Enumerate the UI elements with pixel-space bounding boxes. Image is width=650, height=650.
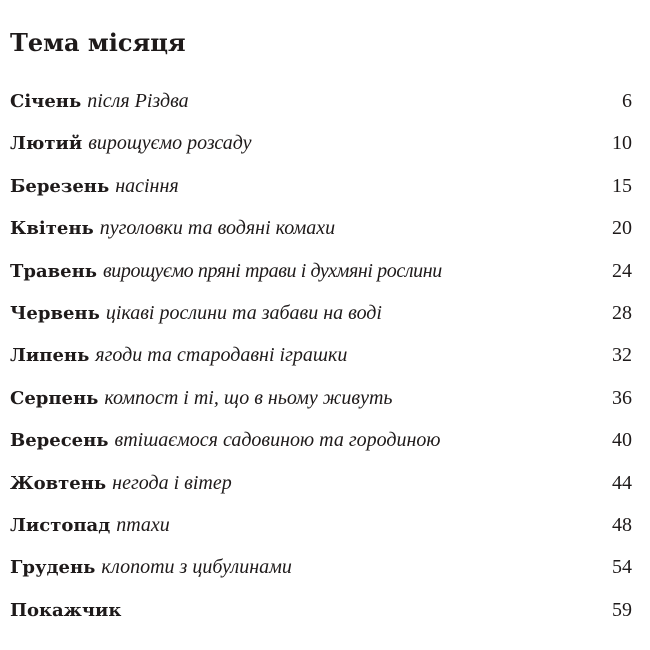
toc-entry-january[interactable] xyxy=(10,86,632,128)
toc-month: Вересень xyxy=(10,430,109,452)
toc-topic: вирощуємо пряні трави і духмяні рослини xyxy=(103,259,442,282)
toc-month: Березень xyxy=(10,175,110,197)
dot-leader xyxy=(450,259,608,277)
toc-month: Квітень xyxy=(10,218,94,240)
toc-month: Серпень xyxy=(10,387,99,409)
toc-page-number: 28 xyxy=(612,301,632,324)
toc-entry-april[interactable] xyxy=(10,213,632,255)
toc-page-number: 48 xyxy=(612,513,632,536)
toc-page-number: 54 xyxy=(612,556,632,579)
toc-page-number: 32 xyxy=(612,344,632,367)
toc-month: Покажчик xyxy=(10,599,122,621)
toc-entry-august[interactable] xyxy=(10,383,632,425)
dot-leader xyxy=(178,513,608,531)
toc-month: Травень xyxy=(10,260,97,282)
dot-leader xyxy=(300,555,608,573)
toc-page-number: 36 xyxy=(612,386,632,409)
toc-page-number: 40 xyxy=(612,429,632,452)
toc-topic: насіння xyxy=(115,174,179,197)
dot-leader xyxy=(240,471,608,489)
toc-entry-june[interactable] xyxy=(10,298,632,340)
page-title: Тема місяця xyxy=(10,28,186,57)
toc-entry-march[interactable] xyxy=(10,171,632,213)
toc-topic: негода і вітер xyxy=(112,471,232,494)
toc-page-number: 44 xyxy=(612,471,632,494)
toc-topic: компост і ті, що в ньому живуть xyxy=(104,386,393,409)
toc-page-number: 15 xyxy=(612,174,632,197)
toc-entry-october[interactable] xyxy=(10,468,632,510)
toc-topic: клопоти з цибулинами xyxy=(101,556,292,579)
toc-month: Грудень xyxy=(10,557,96,579)
table-of-contents xyxy=(10,86,632,637)
toc-topic: втішаємося садовиною та городиною xyxy=(114,429,441,452)
dot-leader xyxy=(343,216,608,234)
toc-topic: після Різдва xyxy=(87,90,189,112)
toc-entry-index[interactable] xyxy=(10,595,632,637)
toc-entry-september[interactable] xyxy=(10,425,632,467)
toc-month: Жовтень xyxy=(10,472,107,494)
toc-entry-december[interactable] xyxy=(10,552,632,594)
dot-leader xyxy=(355,343,608,361)
toc-page-number: 59 xyxy=(612,598,632,621)
dot-leader xyxy=(401,386,609,404)
toc-month: Січень xyxy=(10,91,82,112)
dot-leader xyxy=(390,301,608,319)
toc-page-number: 24 xyxy=(612,259,632,282)
toc-month: Лютий xyxy=(10,133,83,155)
dot-leader xyxy=(449,428,608,446)
toc-page-number: 6 xyxy=(622,90,632,112)
toc-entry-november[interactable] xyxy=(10,510,632,552)
toc-topic: пуголовки та водяні комахи xyxy=(99,217,336,240)
toc-entry-july[interactable] xyxy=(10,340,632,382)
toc-topic: вирощуємо розсаду xyxy=(88,132,252,155)
toc-month: Липень xyxy=(10,345,90,367)
toc-month: Листопад xyxy=(10,514,111,536)
toc-topic: ягоди та стародавні іграшки xyxy=(95,344,348,367)
toc-entry-february[interactable] xyxy=(10,128,632,170)
toc-page-number: 20 xyxy=(612,217,632,240)
dot-leader xyxy=(129,598,608,616)
toc-page-number: 10 xyxy=(612,132,632,155)
toc-topic: птахи xyxy=(116,513,170,536)
dot-leader xyxy=(197,89,618,107)
dot-leader xyxy=(259,131,608,149)
toc-entry-may[interactable] xyxy=(10,256,632,298)
dot-leader xyxy=(187,174,608,192)
toc-topic: цікаві рослини та забави на воді xyxy=(105,301,382,324)
toc-month: Червень xyxy=(10,302,100,324)
